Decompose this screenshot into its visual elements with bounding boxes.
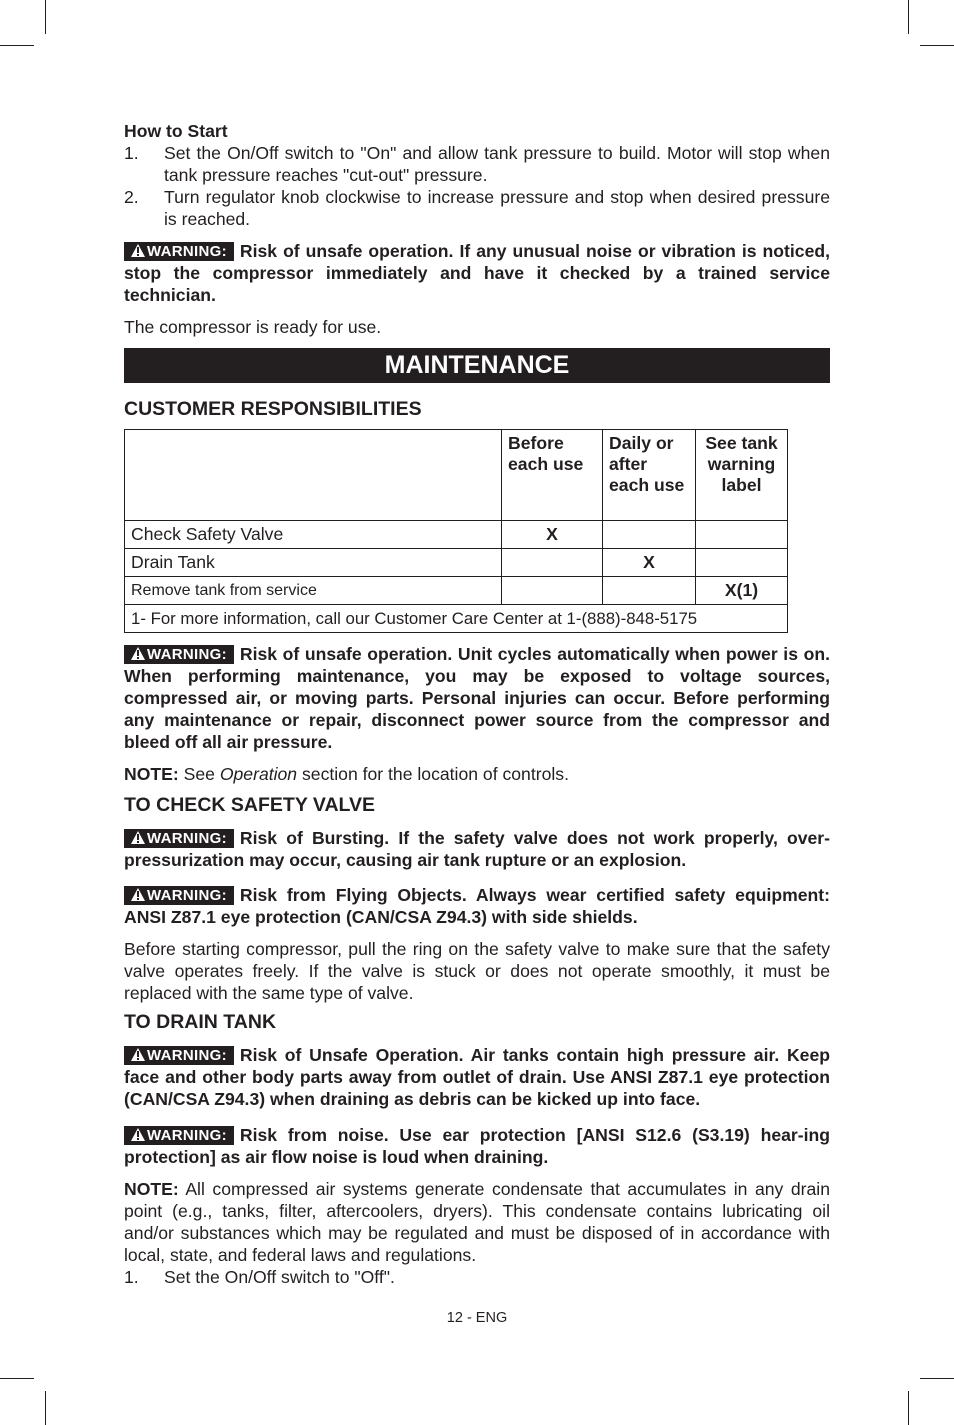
how-to-start-heading: How to Start [124, 121, 228, 141]
drain-tank-heading: TO DRAIN TANK [124, 1011, 277, 1033]
warning-triangle-icon [131, 888, 145, 901]
page-number: 12 - ENG [446, 1310, 508, 1326]
table-row: Drain Tank X [125, 549, 788, 577]
safety-valve-instructions: Before starting compressor, pull the ring on the safety valve to make sure that the safety valve operates freely. If the valve is stuck or does not operate smoothly, it must be replaced with the same type of valve. [124, 939, 830, 1003]
responsibilities-table [124, 429, 788, 633]
table-footnote-row [125, 605, 788, 633]
crop-mark-top-left-v [45, 0, 46, 34]
crop-mark-top-right-v [908, 0, 909, 34]
crop-mark-bottom-left-h [0, 1378, 34, 1379]
warning-badge: WARNING: [124, 1126, 234, 1145]
operation-note: NOTE: See Operation section for the location of controls. [124, 764, 569, 784]
list-item: 2. Turn regulator knob clockwise to increase pressure and stop when desired pressure is reached. [124, 187, 830, 229]
warning-unit-cycles: WARNING: Risk of unsafe operation. Unit cycles automatically when power is on. When performing maintenance, you may be exposed to voltage sources, compressed air, or moving parts. Personal injuries can occur. Before performing any maintenance or repair, disconnect power source from the compressor and bleed off all air pressure. [124, 644, 830, 752]
crop-mark-bottom-right-v [908, 1391, 909, 1425]
warning-badge: WARNING: [124, 1046, 234, 1065]
table-header-row [125, 430, 788, 521]
table-header-task [125, 430, 502, 521]
condensate-note: NOTE: All compressed air systems generate condensate that accumulates in any drain point (e.g., tanks, filter, aftercoolers, dryers). This condensate contains lubricating oil and/or substances which may be regulated and must be disposed of in accordance with local, state, and federal laws and regulations. [124, 1179, 830, 1265]
warning-unusual-noise: WARNING: Risk of unsafe operation. If any unusual noise or vibration is noticed, stop the compressor immediately and have it checked by a trained service technician. [124, 241, 830, 305]
table-header-daily: Daily or after each use [603, 430, 696, 521]
warning-triangle-icon [131, 1128, 145, 1141]
ready-text: The compressor is ready for use. [124, 317, 382, 337]
warning-flying-objects: WARNING: Risk from Flying Objects. Always wear certified safety equipment: ANSI Z87.1 eye protection (CAN/CSA Z94.3) with side shields. [124, 885, 830, 927]
table-row: Remove tank from service X(1) [125, 577, 788, 605]
warning-triangle-icon [131, 647, 145, 660]
crop-mark-bottom-left-v [45, 1391, 46, 1425]
warning-high-pressure-air: WARNING: Risk of Unsafe Operation. Air tanks contain high pressure air. Keep face and other body parts away from outlet of drain. Use ANSI Z87.1 eye protection (CAN/CSA Z94.3) when draining as debris can be kicked up into face. [124, 1045, 830, 1109]
how-to-start-steps [124, 142, 830, 230]
crop-mark-bottom-right-h [920, 1378, 954, 1379]
crop-mark-top-right-h [920, 45, 954, 46]
drain-tank-steps [124, 1266, 830, 1288]
customer-responsibilities-heading: CUSTOMER RESPONSIBILITIES [124, 398, 422, 420]
warning-badge: WARNING: [124, 829, 234, 848]
warning-triangle-icon [131, 244, 145, 257]
list-item: 1. Set the On/Off switch to "On" and allow tank pressure to build. Motor will stop when tank pressure reaches "cut-out" pressure. [124, 143, 830, 185]
crop-mark-top-left-h [0, 45, 34, 46]
warning-badge: WARNING: [124, 886, 234, 905]
table-footnote: 1- For more information, call our Customer Care Center at 1-(888)-848-5175 [125, 605, 788, 633]
warning-triangle-icon [131, 831, 145, 844]
warning-badge: WARNING: [124, 645, 234, 664]
warning-triangle-icon [131, 1048, 145, 1061]
warning-noise: WARNING: Risk from noise. Use ear protection [ANSI S12.6 (S3.19) hear-ing protection] as air flow noise is loud when draining. [124, 1125, 830, 1167]
page-content [124, 120, 830, 1288]
warning-bursting: WARNING: Risk of Bursting. If the safety valve does not work properly, over-pressurization may occur, causing air tank rupture or an explosion. [124, 828, 830, 870]
check-safety-valve-heading: TO CHECK SAFETY VALVE [124, 794, 376, 816]
table-header-before: Before each use [502, 430, 603, 521]
maintenance-section-title: MAINTENANCE [124, 348, 830, 383]
warning-badge: WARNING: [124, 242, 234, 261]
list-item: 1. Set the On/Off switch to "Off". [124, 1267, 395, 1287]
table-row: Check Safety Valve X [125, 521, 788, 549]
table-header-label: See tank warning label [696, 430, 788, 521]
